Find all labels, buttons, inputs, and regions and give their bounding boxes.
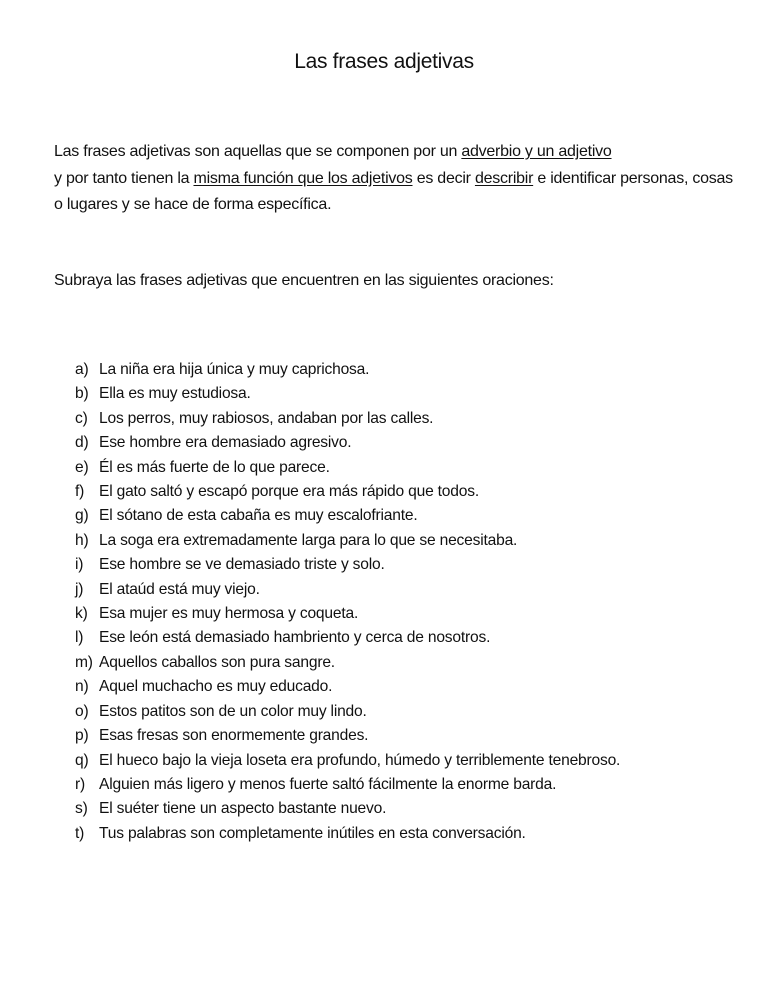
list-item-label: r) [75, 775, 85, 793]
intro-text: Las frases adjetivas son aquellas que se componen por un [54, 143, 462, 160]
list-item-label: c) [75, 409, 88, 427]
list-item [0, 724, 768, 748]
list-item [0, 358, 768, 382]
list-item-text: El gato saltó y escapó porque era más rápido que todos. [99, 483, 479, 501]
list-item-label: q) [75, 751, 89, 769]
list-item [0, 773, 768, 797]
underlined-phrase: misma función que los adjetivos [193, 169, 413, 187]
list-item [0, 431, 768, 455]
list-item [0, 407, 768, 431]
list-item-text: Ella es muy estudiosa. [99, 385, 251, 403]
list-item-text: La niña era hija única y muy caprichosa. [99, 361, 370, 378]
list-item-text: Ese hombre era demasiado agresivo. [99, 434, 352, 452]
list-item [0, 504, 768, 528]
list-item-text: El suéter tiene un aspecto bastante nuevo. [99, 800, 387, 818]
list-item-text: Tus palabras son completamente inútiles en esta conversación. [99, 824, 526, 842]
list-item [0, 578, 768, 602]
page-title: Las frases adjetivas [294, 50, 474, 73]
intro-text: es decir [412, 169, 475, 187]
list-item [0, 651, 768, 675]
list-item-text: Ese hombre se ve demasiado triste y solo. [99, 556, 385, 574]
list-item-label: b) [75, 385, 89, 403]
list-item [0, 456, 768, 480]
list-item [0, 700, 768, 724]
list-item-text: Él es más fuerte de lo que parece. [99, 458, 330, 476]
list-item-label: e) [75, 458, 89, 476]
list-item-text: La soga era extremadamente larga para lo que se necesitaba. [99, 531, 518, 549]
list-item-text: Ese león está demasiado hambriento y cerca de nosotros. [99, 629, 491, 647]
list-item-label: g) [75, 507, 89, 525]
list-item-label: i) [75, 556, 84, 574]
list-item-label: m) [75, 653, 93, 671]
list-item-text: El ataúd está muy viejo. [99, 580, 260, 598]
list-item [0, 822, 768, 846]
list-item-text: Los perros, muy rabiosos, andaban por las calles. [99, 409, 434, 427]
list-item-text: Esas fresas son enormemente grandes. [99, 727, 369, 745]
list-item-label: t) [75, 824, 85, 842]
list-item [0, 602, 768, 626]
intro-text: e identificar personas, cosas o lugares y se hace de forma específica. [54, 169, 733, 213]
underlined-phrase: adverbio y un adjetivo [461, 143, 612, 160]
list-item-label: h) [75, 531, 89, 549]
list-item-label: k) [75, 605, 88, 623]
list-item-text: El hueco bajo la vieja loseta era profundo, húmedo y terriblemente tenebroso. [99, 751, 621, 769]
list-item [0, 382, 768, 406]
underlined-phrase: describir [474, 169, 534, 187]
list-item-text: Estos patitos son de un color muy lindo. [99, 702, 367, 720]
list-item [0, 529, 768, 553]
list-item [0, 626, 768, 650]
list-item-text: Esa mujer es muy hermosa y coqueta. [99, 605, 359, 623]
list-item-text: Aquel muchacho es muy educado. [99, 678, 333, 696]
list-item-label: d) [75, 434, 89, 452]
list-item-text: El sótano de esta cabaña es muy escalofriante. [99, 507, 418, 525]
intro-paragraph [54, 139, 734, 219]
list-item-label: o) [75, 702, 89, 720]
list-item [0, 480, 768, 504]
list-item-label: j) [75, 580, 84, 598]
list-item-text: Aquellos caballos son pura sangre. [99, 653, 335, 671]
list-item [0, 797, 768, 821]
list-item-label: n) [75, 678, 89, 696]
list-item [0, 553, 768, 577]
list-item-label: p) [75, 727, 89, 745]
list-item [0, 675, 768, 699]
list-item-label: a) [75, 361, 89, 378]
instruction-text: Subraya las frases adjetivas que encuentren en las siguientes oraciones: [54, 272, 554, 289]
exercise-list [0, 358, 768, 846]
list-item-label: l) [75, 629, 84, 647]
list-item-text: Alguien más ligero y menos fuerte saltó fácilmente la enorme barda. [99, 775, 557, 793]
list-item-label: f) [75, 483, 85, 501]
list-item-label: s) [75, 800, 88, 818]
list-item [0, 749, 768, 773]
intro-text: y por tanto tienen la [54, 169, 194, 187]
